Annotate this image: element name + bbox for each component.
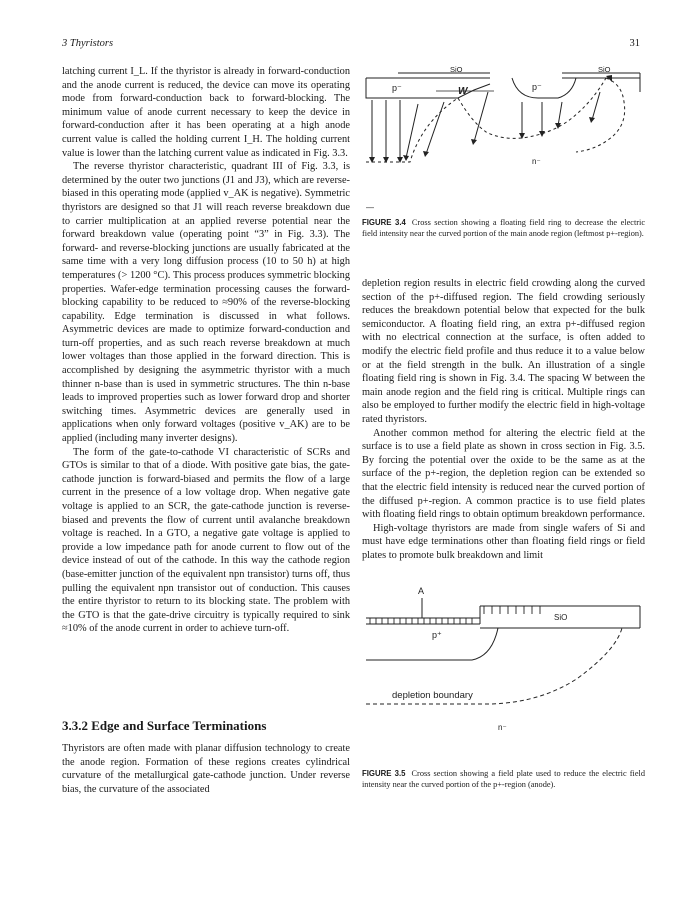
label-dash: —: [366, 203, 374, 212]
caption-label: FIGURE 3.4: [362, 218, 406, 227]
paragraph: The reverse thyristor characteristic, quadrant III of Fig. 3.3, is determined by the outer two junctions (J1 and J3), which are reverse-biased in this operating mode (applied v_AK is negative). Symmetric thyristors are designed so that J1 will reach reverse breakdown due to carrier multiplication at an applied reverse potential near the forward breakdown value (operating point “3” in Fig. 3.3). The forward- and reverse-blocking junctions are usually fabricated at the same time with a very long diffusion process (10 to 50 h) at high temperatures (> 1200 °C). This process produces symmetric blocking properties. Wafer-edge termination processing causes the forward-blocking capability to be reduced to ≈90% of the reverse-blocking capability. Edge termination is discussed in what follows. Asymmetric devices are made to optimize forward-conduction and turn-off properties, and as such reach reverse breakdown at much lower voltages than those applied in the forward direction. This is accomplished by designing the asymmetric thyristor with a much thinner n-base than is used in symmetric structures. The thin n-base leads to improved properties such as lower forward drop and shorter switching times. Asymmetric devices are generally used in applications when only forward voltages (positive v_AK) are to be applied (including many inverter designs).: [62, 161, 350, 445]
label-w: W: [458, 86, 468, 97]
label-anode: A: [418, 586, 425, 596]
paragraph: The form of the gate-to-cathode VI characteristic of SCRs and GTOs is similar to that of a diode. With positive gate bias, the gate-cathode junction is forward-biased and permits the flow of a large current in the presence of a low voltage drop. When negative gate voltage is applied to an SCR, the gate-cathode junction is reverse-biased and prevents the flow of current until avalanche breakdown voltage is reached. In a GTO, a negative gate voltage is applied to provide a low impedance path for anode current to flow out of the device instead of out of the cathode. In this way the cathode region (base-emitter junction of the equivalent npn transistor) turns off, thus pulling the equivalent npn transistor out of conduction. This causes the entire thyristor to return to its blocking state. The problem with the GTO is that the gate-drive circuitry is typically required to sink ≈10% of the anode current in order to achieve turn-off.: [62, 446, 350, 635]
section-body: [62, 742, 350, 796]
label-p-plus: p⁺: [432, 630, 442, 640]
right-column: [362, 277, 645, 562]
paragraph: latching current I_L. If the thyristor is already in forward-conduction and the anode current is reduced, the device can move its operating mode from forward-conduction back to forward-blocking. The minimum value of anode current necessary to keep the device in forward-conduction after it has been operating at a high anode current value is called the holding current I_H. The holding current value is lower than the latching current value as indicated in Fig. 3.3.: [62, 66, 350, 159]
label-sio2-left: SiO: [450, 65, 463, 74]
figure-3-5: [362, 584, 645, 762]
label-n-minus: n⁻: [498, 723, 507, 732]
caption-text: Cross section showing a field plate used to reduce the electric field intensity near the curved portion of the p+-region (anode).: [362, 769, 645, 790]
paragraph: Another common method for altering the electric field at the surface is to use a field plate as shown in cross section in Fig. 3.5. By forcing the potential over the oxide to be the same as at the surface of the p+-region, the depletion region can be extended so that the electric field intensity is reduced near the curved portion of the diffused p+-region. A common practice is to use field plates with floating field rings to obtain optimum breakdown performance.: [362, 427, 645, 521]
paragraph: High-voltage thyristors are made from single wafers of Si and must have edge terminations other than floating field rings or field plates to promote bulk breakdown and limit: [362, 522, 645, 561]
label-sio2: SiO: [554, 613, 568, 622]
caption-text: Cross section showing a floating field ring to decrease the electric field intensity near the curved portion of the main anode region (leftmost p+-region).: [362, 218, 645, 239]
running-head: [62, 38, 640, 52]
label-n: n⁻: [532, 157, 541, 166]
label-sio2-right: SiO: [598, 65, 611, 74]
caption-label: FIGURE 3.5: [362, 769, 406, 778]
page-number: 31: [629, 38, 640, 49]
section-heading: 3.3.2 Edge and Surface Terminations: [62, 718, 267, 733]
paragraph: Thyristors are often made with planar diffusion technology to create the anode region. Formation of these regions creates cylindrical curvature of the metallurgical gate-cathode junction. Under reverse bias, the curvature of the associated: [62, 743, 350, 795]
figure-3-4-caption: [362, 217, 645, 240]
left-column: [62, 65, 350, 636]
chapter-title: 3 Thyristors: [62, 38, 114, 49]
figure-3-4-diagram: [362, 62, 645, 222]
figure-3-4: [362, 62, 645, 222]
paragraph: depletion region results in electric field crowding along the curved section of the p+-diffused region. The field crowding seriously reduces the breakdown potential below that expected for the bulk semiconductor. A floating field ring, an extra p+-diffused region with no electrical connection at the surface, is often added to modify the electric field profile and thus reduce it to a value below or at the field strength in the bulk. An illustration of a single floating field ring is shown in Fig. 3.4. The spacing W between the main anode region and the field ring is critical. Multiple rings can also be employed to further modify the electric field in high-voltage rated thyristors.: [362, 278, 645, 425]
figure-3-5-caption: [362, 768, 645, 791]
label-depletion-boundary: depletion boundary: [392, 690, 473, 701]
label-p-right: p⁻: [532, 82, 542, 92]
figure-3-5-diagram: [362, 584, 645, 762]
label-p-left: p⁻: [392, 83, 402, 93]
